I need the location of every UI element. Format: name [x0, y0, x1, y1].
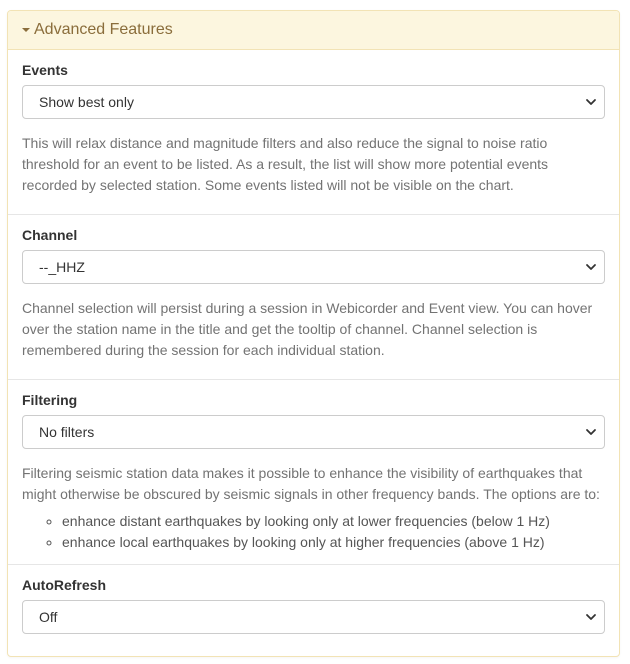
channel-label: Channel — [22, 227, 78, 243]
filtering-options-list — [22, 511, 605, 553]
channel-section — [8, 215, 619, 380]
events-select[interactable] — [22, 85, 605, 119]
filtering-section — [8, 380, 619, 565]
channel-select[interactable] — [22, 250, 605, 284]
list-item: ◦ enhance distant earthquakes by looking only at lower frequencies (below 1 Hz) — [62, 511, 605, 532]
chevron-down-icon — [584, 95, 598, 109]
caret-down-icon — [22, 28, 30, 32]
advanced-features-toggle[interactable] — [8, 11, 619, 50]
filtering-select[interactable] — [22, 415, 605, 449]
filtering-selected-value: No filters — [39, 424, 95, 440]
list-item: ◦ enhance local earthquakes by looking only at higher frequencies (above 1 Hz) — [62, 532, 605, 553]
advanced-features-panel — [7, 10, 620, 657]
chevron-down-icon — [584, 260, 598, 274]
autorefresh-select[interactable] — [22, 600, 605, 634]
channel-help-text: Channel selection will persist during a session in Webicorder and Event view. You can hover over the station name in the title and get the tooltip of channel. Channel selection is remembered during the session for each individual station. — [22, 300, 593, 358]
autorefresh-section — [8, 565, 619, 634]
autorefresh-label: AutoRefresh — [22, 577, 107, 593]
autorefresh-selected-value: Off — [39, 609, 58, 625]
channel-selected-value: --_HHZ — [39, 259, 85, 275]
events-section — [8, 50, 619, 215]
events-help-text: This will relax distance and magnitude filters and also reduce the signal to noise ratio threshold for an event to be listed. As a result, the list will show more potential events recorded by selected station. Some events listed will not be visible on the chart. — [22, 135, 549, 193]
panel-title: Advanced Features — [34, 21, 173, 38]
events-selected-value: Show best only — [39, 94, 134, 110]
chevron-down-icon — [584, 610, 598, 624]
events-label: Events — [22, 62, 68, 78]
filtering-help-text: Filtering seismic station data makes it possible to enhance the visibility of earthquakes that might otherwise be obscured by seismic signals in other frequency bands. The options are to: — [22, 465, 600, 502]
filtering-label: Filtering — [22, 392, 78, 408]
chevron-down-icon — [584, 425, 598, 439]
